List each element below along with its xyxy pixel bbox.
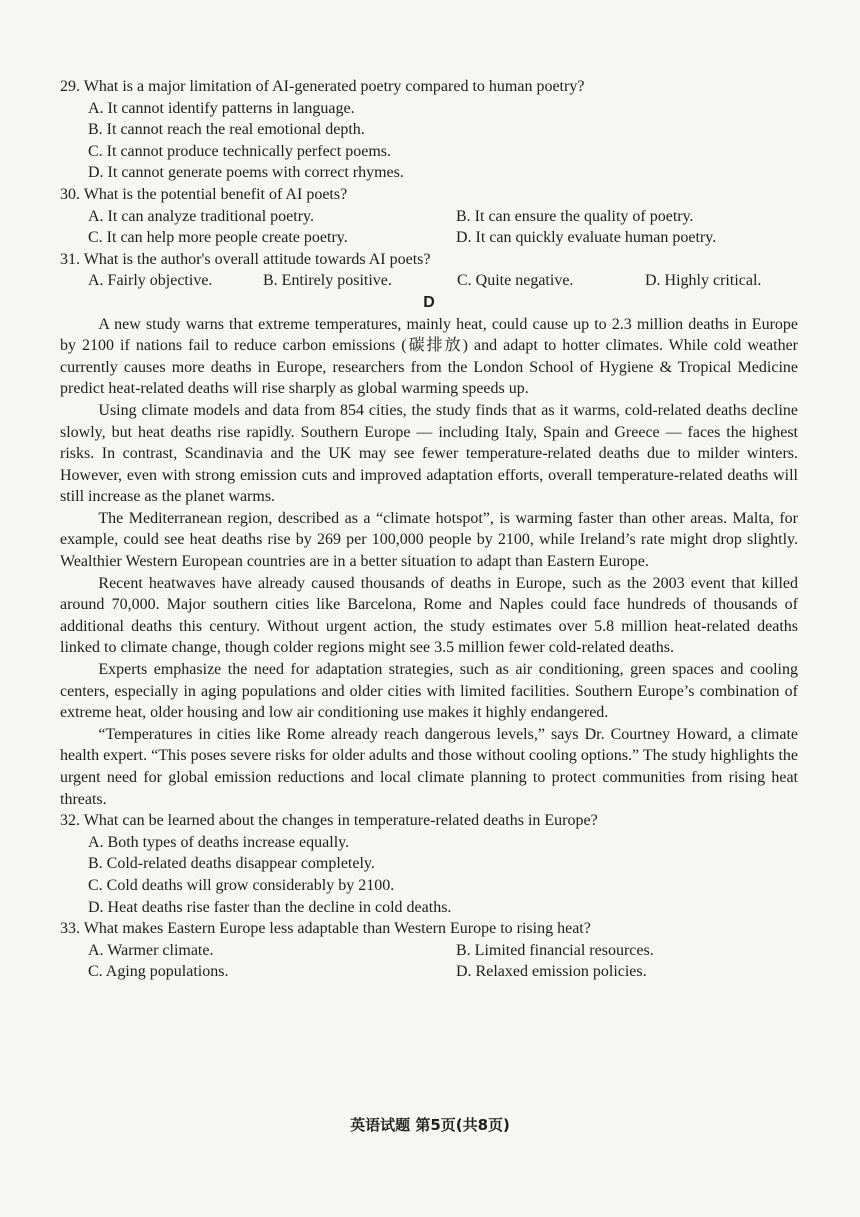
option-c: C. Cold deaths will grow considerably by 2100. [88,876,395,894]
question-stem: 30. What is the potential benefit of AI poets? [60,185,348,203]
options-row [88,206,798,228]
option-a: A. It can analyze traditional poetry. [88,207,314,225]
option-a: A. Fairly objective. [88,272,213,290]
question-stem: 29. What is a major limitation of AI-generated poetry compared to human poetry? [60,78,585,95]
option-d: D. It can quickly evaluate human poetry. [456,229,717,247]
page-footer: 英语试题 第5页(共8页) [350,1116,510,1134]
passage-paragraph: Recent heatwaves have already caused thousands of deaths in Europe, such as the 2003 event that killed around 70,000. Major southern cities like Barcelona, Rome and Naples could face hundreds of thousands of additional deaths this century. Without urgent action, the study estimates over 5.8 million heat-related deaths linked to climate change, though colder regions might see 3.5 million fewer cold-related deaths. [60,574,798,657]
passage-paragraph: The Mediterranean region, described as a “climate hotspot”, is warming faster than other areas. Malta, for example, could see heat deaths rise by 269 per 100,000 people by 2100, while Ireland’s rate might drop slightly. Wealthier Western European countries are in a better situation to adapt than Eastern Europe. [60,509,798,571]
passage-paragraph: Using climate models and data from 854 cities, the study finds that as it warms, cold-related deaths decline slowly, but heat deaths rise rapidly. Southern Europe — including Italy, Spain and Greece — faces the highest risks. In contrast, Scandinavia and the UK may see fewer temperature-related deaths due to milder winters. However, even with strong emission cuts and improved adaptation efforts, overall temperature-related deaths will still increase as the planet warms. [60,401,798,506]
option-d: D. Heat deaths rise faster than the decline in cold deaths. [88,898,452,916]
passage-paragraph: Experts emphasize the need for adaptation strategies, such as air conditioning, green spaces and cooling centers, especially in aging populations and older cities with limited facilities. Southern Europe’s combination of extreme heat, older housing and low air conditioning use makes it highly endangered. [60,661,798,722]
question-stem: 32. What can be learned about the changes in temperature-related deaths in Europe? [60,812,598,830]
page-content [60,76,798,983]
option-b: B. It cannot reach the real emotional depth. [88,121,365,139]
option-c: C. Aging populations. [88,963,229,981]
question-31 [60,249,798,292]
option-b: B. Limited financial resources. [456,941,654,959]
question-30 [60,184,798,249]
option-b: B. Entirely positive. [263,272,392,290]
options-row [88,961,798,983]
question-29 [60,76,798,184]
reading-passage [60,314,798,811]
options-row [88,940,798,962]
options-row [88,270,798,292]
option-a: A. Warmer climate. [88,941,214,959]
section-heading: D [423,293,435,311]
option-d: D. Highly critical. [645,272,762,290]
option-a: A. It cannot identify patterns in language. [88,99,355,117]
option-d: D. It cannot generate poems with correct rhymes. [88,164,404,182]
option-b: B. It can ensure the quality of poetry. [456,207,694,225]
passage-paragraph: “Temperatures in cities like Rome already reach dangerous levels,” says Dr. Courtney Howard, a climate health expert. “This poses severe risks for older adults and those without cooling options.” The study highlights the urgent need for global emission reductions and local climate planning to protect communities from rising heat threats. [60,725,798,808]
question-stem: 31. What is the author's overall attitude towards AI poets? [60,250,431,268]
option-c: C. Quite negative. [457,272,574,290]
option-c: C. It can help more people create poetry. [88,229,348,247]
option-b: B. Cold-related deaths disappear completely. [88,855,375,873]
passage-paragraph: A new study warns that extreme temperatures, mainly heat, could cause up to 2.3 million deaths in Europe by 2100 if nations fail to reduce carbon emissions (碳排放) and adapt to hotter climates. While cold weather currently causes more deaths in Europe, researchers from the London School of Hygiene & Tropical Medicine predict heat-related deaths will rise sharply as global warming speeds up. [60,315,798,398]
question-stem: 33. What makes Eastern Europe less adaptable than Western Europe to rising heat? [60,920,591,938]
options-row [88,227,798,249]
question-33 [60,918,798,983]
question-32 [60,810,798,918]
option-d: D. Relaxed emission policies. [456,963,647,981]
option-c: C. It cannot produce technically perfect poems. [88,142,391,160]
option-a: A. Both types of deaths increase equally. [88,833,350,851]
